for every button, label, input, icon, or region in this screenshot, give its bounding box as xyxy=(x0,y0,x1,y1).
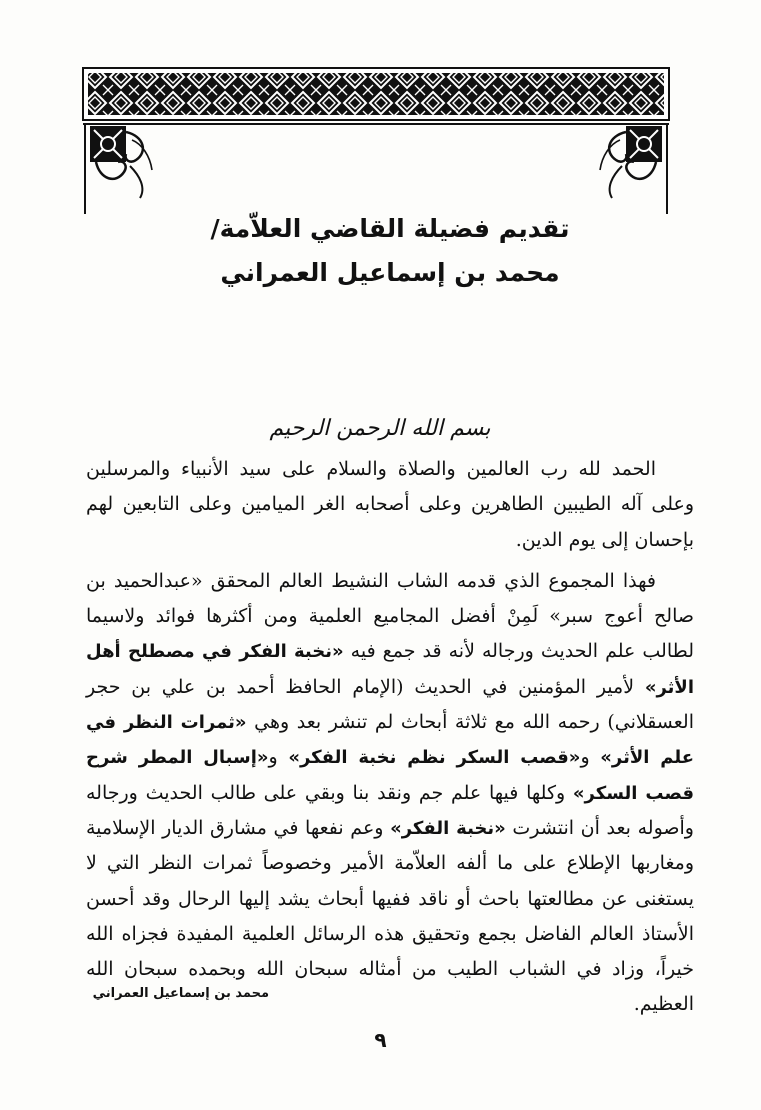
text-run: وكلها فيها علم جم ونقد بنا وبقي على طالب الحديث ورجاله وأصوله بعد أن انتشرت xyxy=(86,781,694,839)
book-title: «نخبة الفكر في مصطلح أهل الأثر» xyxy=(86,641,694,698)
text-run: و xyxy=(580,746,601,769)
text-run: وعم نفعها في مشارق الديار الإسلامية ومغاربها الإطلاع على ما ألفه العلاّمة الأمير وخصوصاً ثمرات النظر التي لا يستغنى عن مطالعتها باحث أو ناقد ففيها أبحاث يشد إليها الرحال وقد أحسن الأستاذ العالم الفاضل بجمع وتحقيق هذه الرسائل العلمية المفيدة فجزاه الله خيراً، وزاد في الشباب الطيب من أمثاله سبحان الله وبحمده سبحان الله العظيم. xyxy=(86,816,694,1016)
body-paragraph xyxy=(86,564,694,1023)
signature: محمد بن إسماعيل العمراني xyxy=(92,986,269,1001)
page-number: ٩ xyxy=(374,1028,387,1052)
corner-flourish-icon xyxy=(600,126,662,198)
heading-block-2 xyxy=(60,258,720,287)
book-title: «إسبال المطر شرح قصب السكر» xyxy=(86,747,695,804)
text-run: فهذا المجموع الذي قدمه الشاب النشيط العالم المحقق «عبدالحميد بن صالح أعوج سبر» لَمِنْ أفضل المجاميع العلمية ومن أكثرها فوائد ولاسيما لطالب علم الحديث ورجاله لأنه قد جمع فيه xyxy=(86,569,694,663)
page-title-line-2: محمد بن إسماعيل العمراني xyxy=(220,258,560,287)
basmala: بسم الله الرحمن الرحيم xyxy=(269,416,491,441)
book-title: «قصب السكر نظم نخبة الفكر» xyxy=(288,747,581,769)
heading-block xyxy=(60,214,720,243)
text-run: الحمد لله رب العالمين والصلاة والسلام على سيد الأنبياء والمرسلين وعلى آله الطيبين الطاهرين وعلى أصحابه الغر الميامين وعلى التابعين لهم بإحسان إلى يوم الدين. xyxy=(86,458,694,551)
text-run: لأمير المؤمنين في الحديث (الإمام الحافظ أحمد بن علي بن حجر العسقلاني) رحمه الله مع ثلاثة أبحاث لم تنشر بعد وهي xyxy=(86,675,694,734)
body-paragraph xyxy=(86,452,694,558)
book-title: «ثمرات النظر في علم الأثر» xyxy=(86,712,695,769)
book-title: «نخبة الفكر» xyxy=(390,817,506,839)
text-run: و xyxy=(268,746,289,769)
page-title-line-1: تقديم فضيلة القاضي العلاّمة/ xyxy=(210,214,570,243)
body-text xyxy=(86,452,694,1023)
corner-flourish-icon xyxy=(90,126,152,198)
ornamental-border-icon xyxy=(82,64,670,216)
